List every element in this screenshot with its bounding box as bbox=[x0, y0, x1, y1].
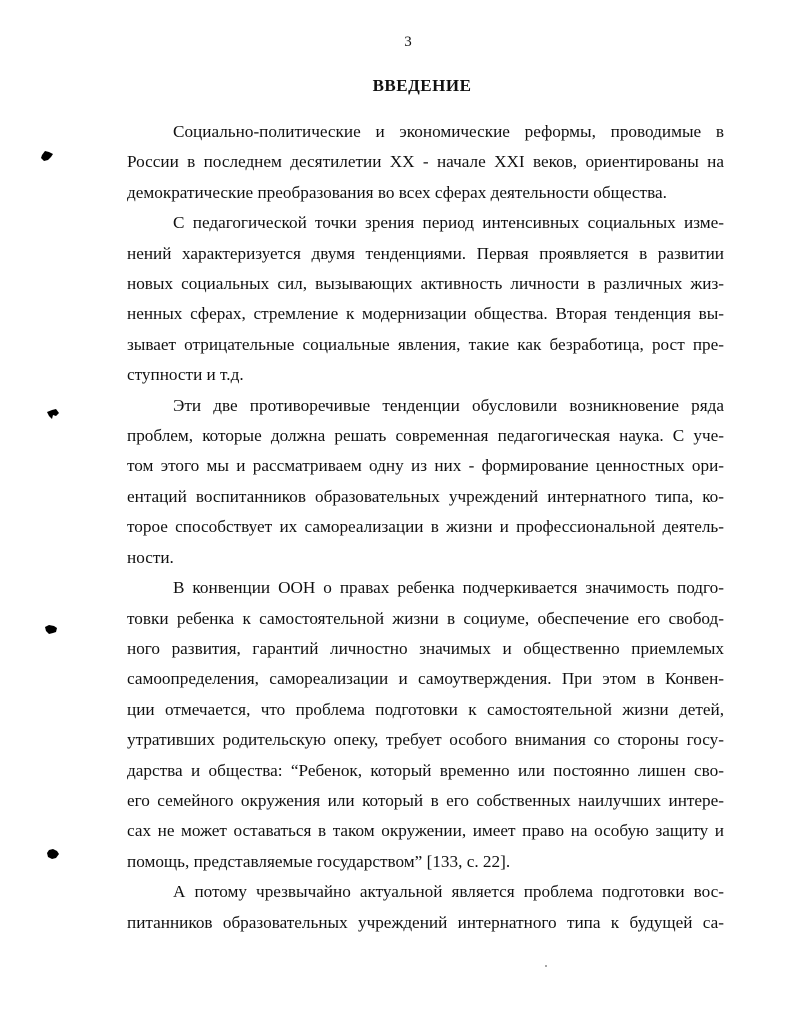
binding-mark-icon bbox=[46, 848, 60, 860]
scan-speck bbox=[545, 965, 547, 967]
text-line: Эти две противоречивые тенденции обусловили возникновение ряда bbox=[173, 395, 724, 415]
text-line: товки ребенка к самостоятельной жизни в социуме, обеспечение его свобод- bbox=[127, 608, 724, 628]
text-line: Социально-политические и экономические реформы, проводимые в bbox=[173, 122, 724, 141]
text-line: зывает отрицательные социальные явления, такие как безработица, рост пре- bbox=[127, 334, 724, 354]
text-line: ентаций воспитанников образовательных учреждений интернатного типа, ко- bbox=[127, 486, 724, 506]
text-line: В конвенции ООН о правах ребенка подчеркивается значимость подго- bbox=[173, 578, 724, 598]
text-line: С педагогической точки зрения период интенсивных социальных изме- bbox=[173, 213, 724, 233]
page-number: 3 bbox=[404, 34, 412, 50]
text-line: новых социальных сил, вызывающих активность личности в различных жиз- bbox=[127, 274, 724, 294]
binding-mark-icon bbox=[40, 150, 54, 162]
text-line: ненных сферах, стремление к модернизации общества. Вторая тенденция вы- bbox=[127, 304, 724, 324]
text-line: проблем, которые должна решать современная педагогическая наука. С уче- bbox=[127, 426, 724, 446]
text-line: торое способствует их самореализации в жизни и профессиональной деятель- bbox=[127, 517, 724, 537]
text-line: его семейного окружения или который в его собственных наилучших интере- bbox=[127, 790, 724, 810]
text-line: сах не может оставаться в таком окружении, имеет право на особую защиту и bbox=[127, 821, 724, 841]
text-line: А потому чрезвычайно актуальной является проблема подготовки вос- bbox=[173, 882, 724, 902]
text-line: ности. bbox=[127, 547, 174, 567]
text-line: дарства и общества: “Ребенок, который временно или постоянно лишен сво- bbox=[127, 760, 724, 780]
paragraph bbox=[127, 877, 724, 938]
body-text bbox=[127, 117, 724, 938]
page-heading: ВВЕДЕНИЕ bbox=[372, 76, 472, 95]
text-line: помощь, представляемые государством” [133, с. 22]. bbox=[127, 851, 511, 871]
paragraph bbox=[127, 208, 724, 390]
binding-mark-icon bbox=[46, 408, 60, 420]
paragraph bbox=[127, 117, 724, 208]
text-line: питанников образовательных учреждений интернатного типа к будущей са- bbox=[127, 912, 724, 932]
paragraph bbox=[127, 573, 724, 877]
binding-mark-icon bbox=[44, 624, 58, 636]
text-line: ции отмечается, что проблема подготовки к самостоятельной жизни детей, bbox=[127, 699, 724, 719]
text-line: самоопределения, самореализации и самоутверждения. При этом в Конвен- bbox=[127, 669, 724, 689]
text-line: том этого мы и рассматриваем одну из них - формирование ценностных ори- bbox=[127, 456, 724, 476]
text-line: ного развития, гарантий личностно значимых и общественно приемлемых bbox=[127, 638, 724, 658]
text-line: нений характеризуется двумя тенденциями. Первая проявляется в развитии bbox=[127, 243, 724, 263]
text-line: утративших родительскую опеку, требует особого внимания со стороны госу- bbox=[127, 730, 724, 750]
text-line: ступности и т.д. bbox=[127, 365, 244, 385]
paragraph bbox=[127, 391, 724, 573]
text-line: демократические преобразования во всех сферах деятельности общества. bbox=[127, 182, 667, 202]
text-line: России в последнем десятилетии XX - начале XXI веков, ориентированы на bbox=[127, 152, 724, 172]
